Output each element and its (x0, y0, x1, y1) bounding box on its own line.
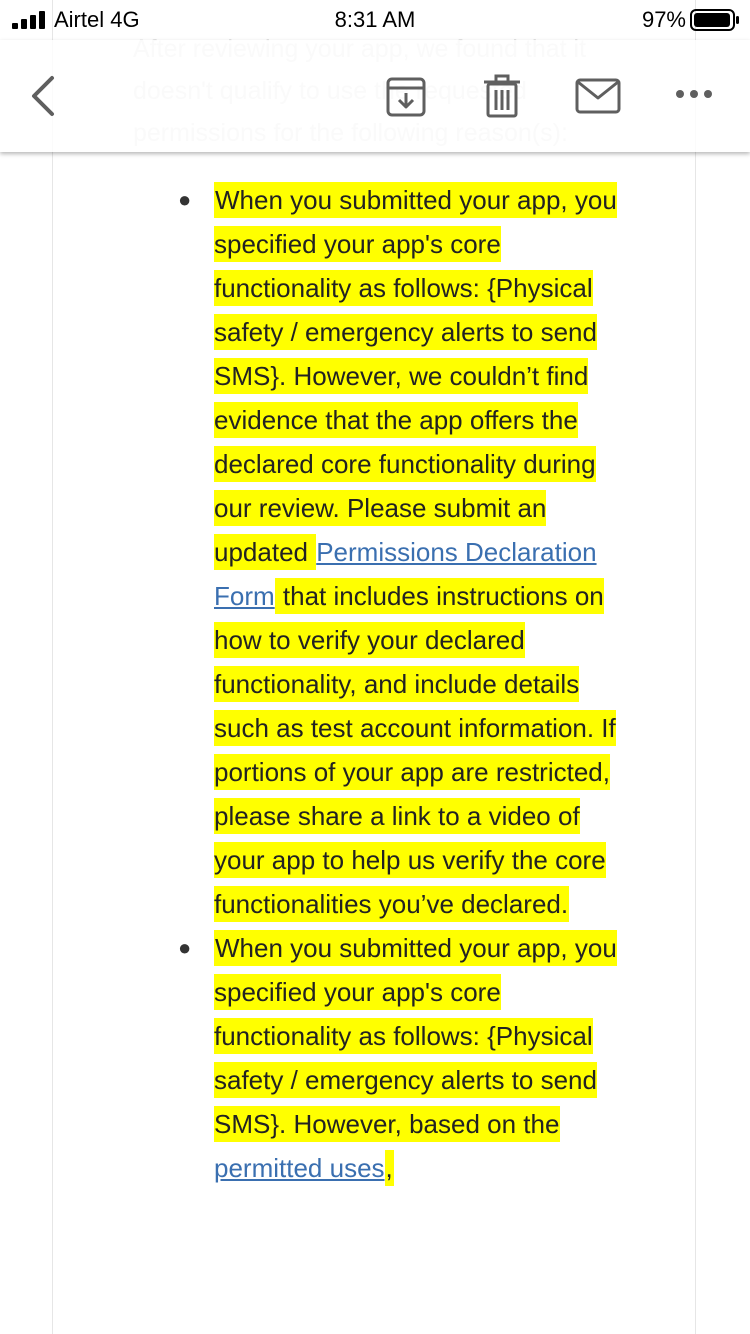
permitted-uses-link[interactable]: permitted uses (214, 1153, 385, 1183)
trash-icon[interactable] (482, 74, 522, 118)
archive-icon[interactable] (385, 76, 427, 118)
battery-percentage: 97% (641, 7, 686, 32)
reason-text: When you submitted your app, you specified your app's core functionality as follows: {Physical safety / emergency alerts to send SMS}. However, we couldn’t find evidence that the app offers the declared core functionality during our review. Please submit an updated (214, 182, 617, 570)
back-icon[interactable] (22, 74, 66, 118)
permissions-declaration-form-link[interactable]: Permissions Declaration Form (214, 537, 597, 611)
more-icon[interactable] (674, 86, 714, 102)
reason-text: , (385, 1150, 394, 1186)
mail-icon[interactable] (575, 78, 621, 114)
battery-icon (690, 9, 740, 31)
reason-text: that includes instructions on how to verify your declared functionality, and include details such as test account information. If portions of your app are restricted, please share a link to a video of your app to help us verify the core functionalities you’ve declared. (214, 578, 616, 922)
carrier-label: Airtel 4G (54, 7, 140, 32)
reasons-list (178, 178, 634, 1190)
list-item (178, 178, 634, 926)
status-bar (0, 0, 750, 40)
status-time: 8:31 AM (334, 7, 416, 32)
bullet-icon: ● (178, 935, 192, 960)
bullet-icon: ● (178, 187, 192, 212)
list-item (178, 926, 634, 1190)
email-toolbar (0, 40, 750, 152)
reason-text: When you submitted your app, you specified your app's core functionality as follows: {Physical safety / emergency alerts to send SMS}. However, based on the (214, 930, 617, 1142)
